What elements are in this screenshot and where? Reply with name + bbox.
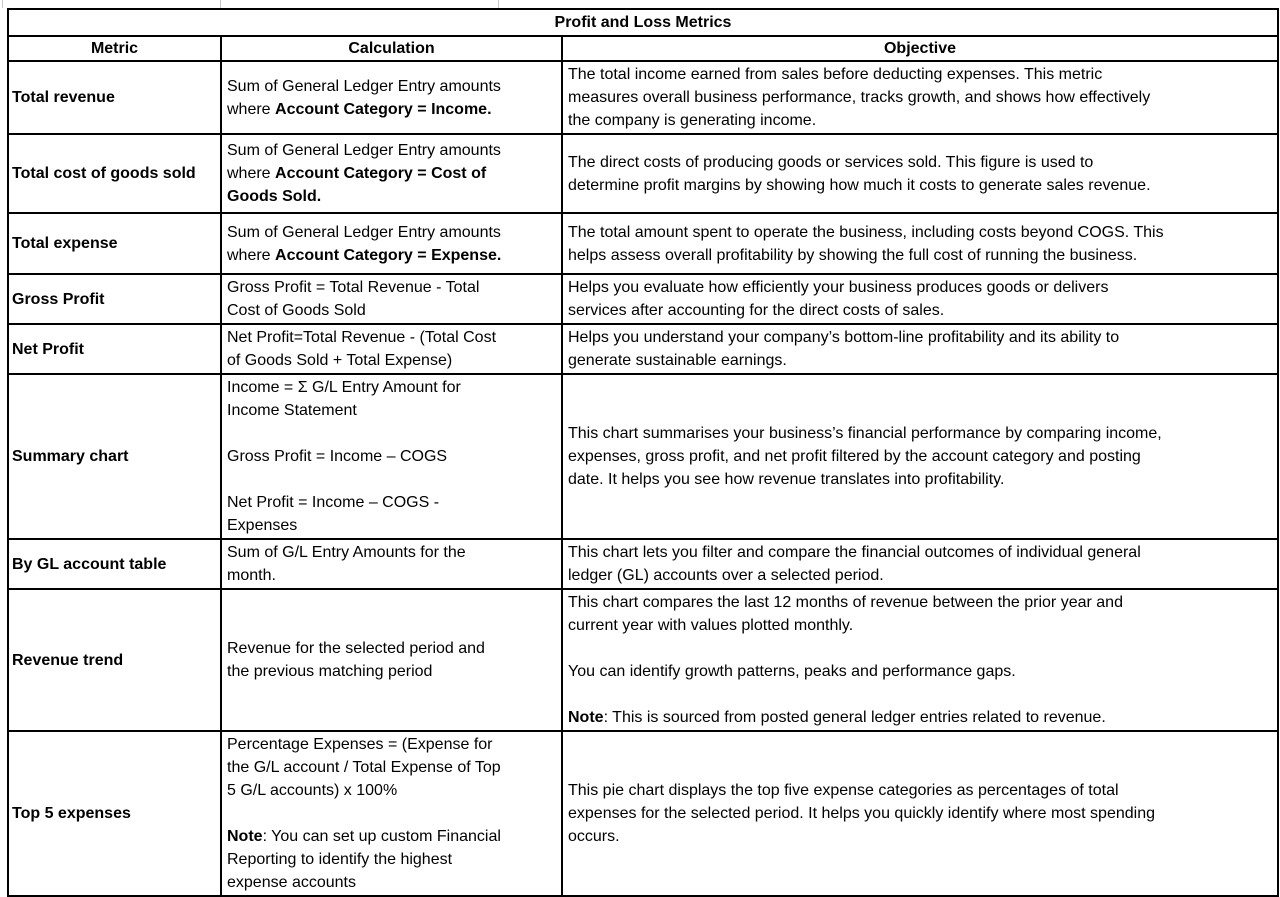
table-title: Profit and Loss Metrics [8,9,1278,36]
column-header-calculation: Calculation [221,36,562,61]
table-row [8,731,1278,896]
calculation-cell [221,324,562,374]
text-line: measures overall business performance, tracks growth, and shows how effectively [568,89,1151,106]
calculation-cell [221,61,562,134]
metric-cell: Revenue trend [8,589,221,731]
text-line: Cost of Goods Sold [227,302,366,319]
calculation-cell [221,213,562,274]
text-line: This chart summarises your business’s financial performance by comparing income, [568,425,1162,442]
title-row [8,9,1278,36]
text-line: Sum of General Ledger Entry amounts [227,77,501,95]
text-line: where Account Category = Income. [227,100,492,118]
text-line: expenses, gross profit, and net profit filtered by the account category and posting [568,448,1141,465]
text-line [568,683,1273,706]
text-line: Reporting to identify the highest [227,851,453,868]
text-line: the previous matching period [227,663,433,680]
text-line: ledger (GL) accounts over a selected period. [568,567,884,584]
metric-cell: Total revenue [8,61,221,134]
text-line: Gross Profit = Income – COGS [227,448,448,465]
metric-cell: Gross Profit [8,274,221,324]
text-line: The total amount spent to operate the business, including costs beyond COGS. This [568,223,1164,241]
spreadsheet-gridline [2,0,3,8]
table-row [8,589,1278,731]
text-line [227,468,557,491]
text-line: expense accounts [227,874,356,891]
text-line: Helps you evaluate how efficiently your business produces goods or delivers [568,279,1109,296]
objective-cell [562,374,1278,539]
text-line: Sum of G/L Entry Amounts for the [227,544,466,561]
table-row [8,61,1278,134]
text-line: current year with values plotted monthly. [568,617,854,634]
text-line: Note: This is sourced from posted general ledger entries related to revenue. [568,709,1106,726]
text-line [227,802,557,825]
text-line: month. [227,567,276,584]
objective-cell [562,731,1278,896]
text-line: the G/L account / Total Expense of Top [227,759,501,776]
text-line: Sum of General Ledger Entry amounts [227,223,501,241]
text-line: of Goods Sold + Total Expense) [227,352,453,369]
text-line [227,422,557,445]
metric-cell: Total expense [8,213,221,274]
table-body [8,61,1278,896]
text-line: determine profit margins by showing how much it costs to generate sales revenue. [568,176,1151,194]
metric-cell: Top 5 expenses [8,731,221,896]
text-line: generate sustainable earnings. [568,352,787,369]
objective-cell [562,213,1278,274]
text-line: the company is generating income. [568,112,817,129]
metric-cell: Summary chart [8,374,221,539]
pl-metrics-table [7,8,1279,897]
table-row [8,374,1278,539]
column-header-objective: Objective [562,36,1278,61]
text-line: where Account Category = Cost of [227,165,487,182]
table-row [8,324,1278,374]
objective-cell [562,539,1278,589]
calculation-cell [221,134,562,213]
text-line: 5 G/L accounts) x 100% [227,782,398,799]
table-row [8,213,1278,274]
objective-cell [562,274,1278,324]
text-line: Goods Sold. [227,188,322,205]
spreadsheet-gridline [220,0,221,8]
text-line: Net Profit = Income – COGS - [227,494,440,511]
text-line: Revenue for the selected period and [227,640,485,657]
text-line: Income Statement [227,402,357,419]
text-line: Income = Σ G/L Entry Amount for [227,379,461,396]
table-row [8,274,1278,324]
text-line: expenses for the selected period. It helps you quickly identify where most spending [568,805,1155,822]
text-line: services after accounting for the direct costs of sales. [568,302,945,319]
text-line: helps assess overall profitability by showing the full cost of running the business. [568,246,1138,264]
calculation-cell [221,274,562,324]
metric-cell: By GL account table [8,539,221,589]
text-line: You can identify growth patterns, peaks and performance gaps. [568,663,1016,680]
column-header-metric: Metric [8,36,221,61]
text-line: This chart lets you filter and compare the financial outcomes of individual general [568,544,1141,561]
text-line: Sum of General Ledger Entry amounts [227,142,501,159]
text-line: The direct costs of producing goods or services sold. This figure is used to [568,153,1094,171]
objective-cell [562,134,1278,213]
text-line: The total income earned from sales before deducting expenses. This metric [568,66,1103,83]
calculation-cell [221,374,562,539]
text-line: Percentage Expenses = (Expense for [227,736,493,753]
text-line: Net Profit=Total Revenue - (Total Cost [227,329,497,346]
calculation-cell [221,539,562,589]
text-line: Note: You can set up custom Financial [227,828,501,845]
metric-cell: Total cost of goods sold [8,134,221,213]
table-row [8,134,1278,213]
text-line: occurs. [568,828,620,845]
table-row [8,539,1278,589]
text-line: where Account Category = Expense. [227,246,502,264]
text-line: Gross Profit = Total Revenue - Total [227,279,480,296]
objective-cell [562,324,1278,374]
top-strip [0,0,1280,8]
header-row [8,36,1278,61]
calculation-cell [221,731,562,896]
text-line: Helps you understand your company’s bottom-line profitability and its ability to [568,329,1120,346]
calculation-cell [221,589,562,731]
spreadsheet-gridline [498,0,499,8]
metric-cell: Net Profit [8,324,221,374]
text-line: This chart compares the last 12 months of revenue between the prior year and [568,594,1123,611]
text-line [568,637,1273,660]
text-line: date. It helps you see how revenue translates into profitability. [568,471,1005,488]
text-line: Expenses [227,517,298,534]
objective-cell [562,589,1278,731]
text-line: This pie chart displays the top five expense categories as percentages of total [568,782,1119,799]
objective-cell [562,61,1278,134]
